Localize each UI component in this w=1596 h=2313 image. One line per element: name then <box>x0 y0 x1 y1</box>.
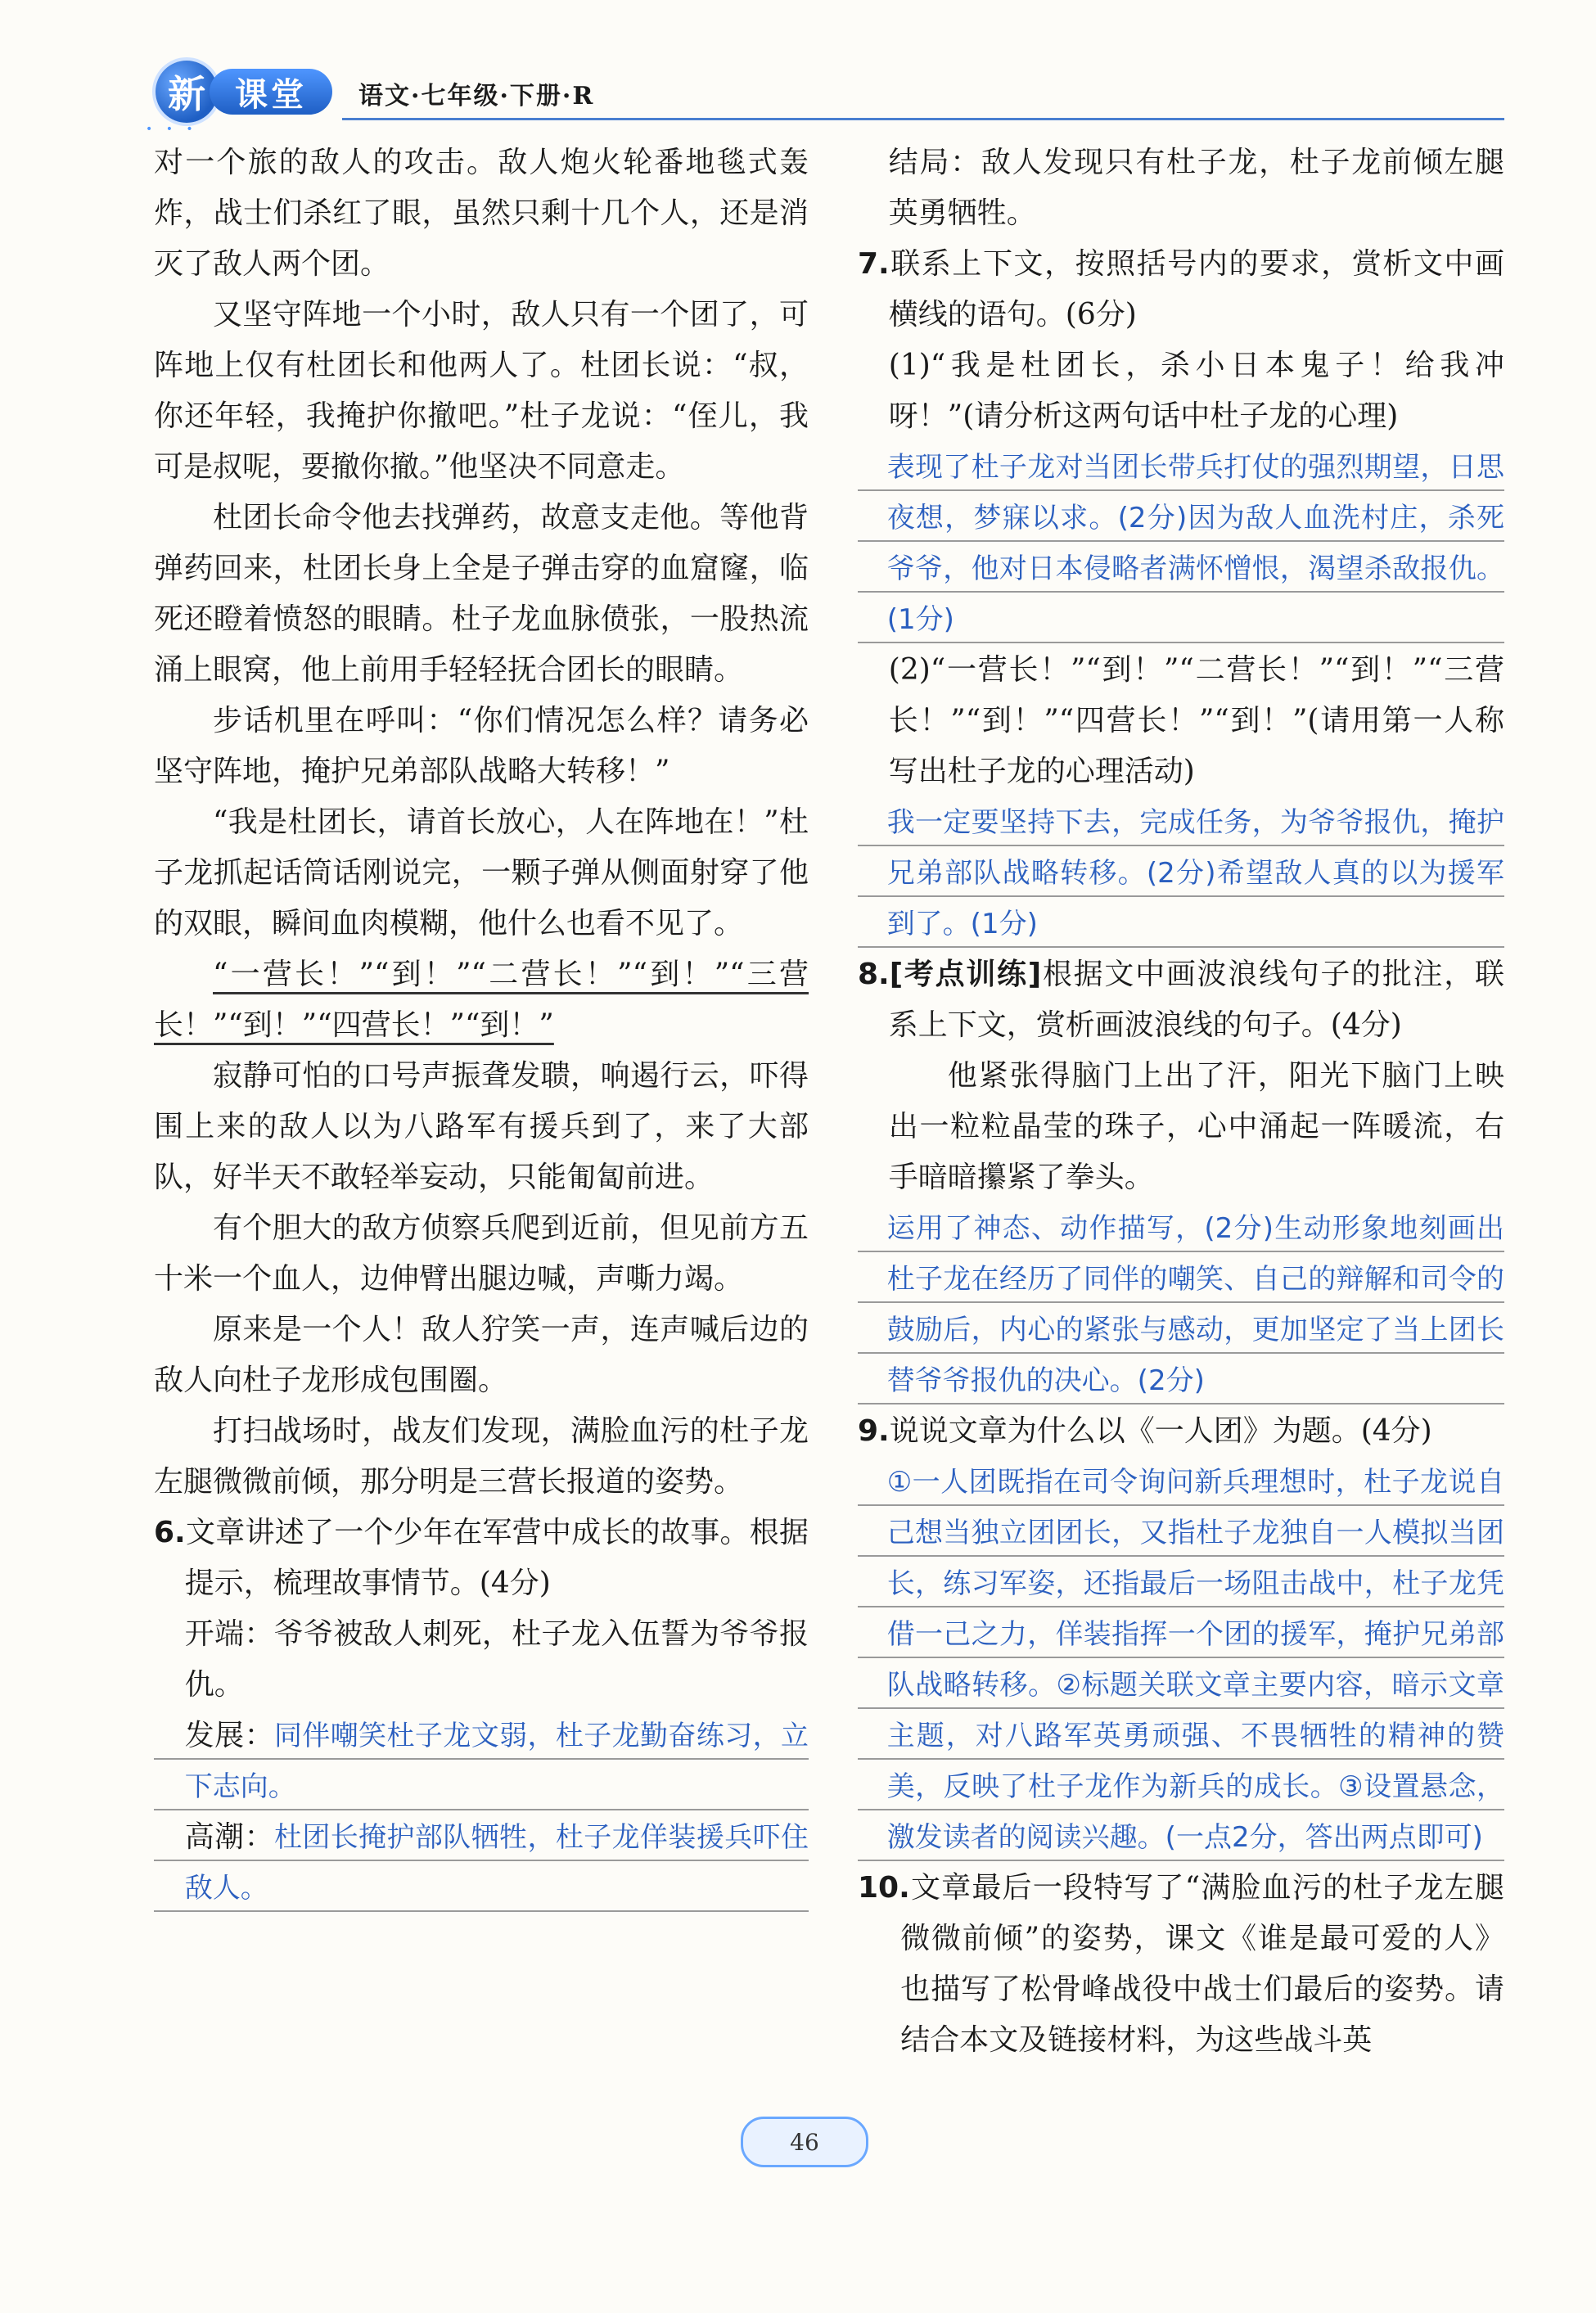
question-text: 联系上下文，按照括号内的要求，赏析文中画横线的语句。(6分) <box>888 247 1504 331</box>
q8-quoted-sentence: 他紧张得脑门上出了汗，阳光下脑门上映出一粒粒晶莹的珠子，心中涌起一阵暖流，右手暗暗攥紧了拳头。 <box>888 1059 1504 1194</box>
question-9 <box>858 1406 1504 1457</box>
passage-paragraph: 对一个旅的敌人的攻击。敌人炮火轮番地毯式轰炸，战士们杀红了眼，虽然只剩十几个人，还是消灭了敌人两个团。 <box>154 146 809 281</box>
question-text: 文章讲述了一个少年在军营中成长的故事。根据提示，梳理故事情节。(4分) <box>184 1516 809 1600</box>
answer-text: 杜团长掩护部队牺牲，杜子龙佯装援兵吓住敌人。 <box>184 1821 809 1905</box>
question-6 <box>154 1508 809 1609</box>
underlined-sentence: “一营长！”“到！”“二营长！”“到！”“三营长！”“到！”“四营长！”“到！” <box>154 958 809 1042</box>
passage-paragraph: “我是杜团长，请首长放心，人在阵地在！”杜子龙抓起话筒话刚说完，一颗子弹从侧面射穿了他的双眼，瞬间血肉模糊，他什么也看不见了。 <box>154 805 809 940</box>
question-text: 文章最后一段特写了“满脸血污的杜子龙左腿微微前倾”的姿势，课文《谁是最可爱的人》也描写了松骨峰战役中战士们最后的姿势。请结合本文及链接材料，为这些战斗英 <box>900 1871 1504 2057</box>
question-number: 7. <box>858 247 890 281</box>
q7-part-1-answer: 表现了杜子龙对当团长带兵打仗的强烈期望，日思夜想，梦寐以求。(2分)因为敌人血洗村庄，杀死爷爷，他对日本侵略者满怀憎恨，渴望杀敌报仇。(1分) <box>858 442 1504 645</box>
right-column <box>858 138 1504 2066</box>
page-number: 46 <box>741 2117 868 2167</box>
question-number: 8. <box>858 958 890 991</box>
left-column <box>154 138 809 1914</box>
passage-paragraph: 有个胆大的敌方侦察兵爬到近前，但见前方五十米一个血人，边伸臂出腿边喊，声嘶力竭。 <box>154 1211 809 1296</box>
header-divider <box>342 118 1504 120</box>
passage-paragraph: 杜团长命令他去找弹药，故意支走他。等他背弹药回来，杜团长身上全是子弹击穿的血窟窿，临死还瞪着愤怒的眼睛。杜子龙血脉偾张，一股热流涌上眼窝，他上前用手轻轻抚合团长的眼睛。 <box>154 501 809 687</box>
question-10 <box>858 1863 1504 2066</box>
question-7 <box>858 239 1504 340</box>
question-number: 9. <box>858 1414 890 1448</box>
brand-logo-text: 课堂 <box>210 69 332 115</box>
q6-development <box>154 1711 809 1812</box>
topic-tag: [考点训练] <box>889 958 1042 991</box>
q7-part-2: (2)“一营长！”“到！”“二营长！”“到！”“三营长！”“到！”“四营长！”“到！”(请用第一人称写出杜子龙的心理活动) <box>888 653 1504 788</box>
page-header <box>146 51 1504 136</box>
q6-start: 开端：爷爷被敌人刺死，杜子龙入伍誓为爷爷报仇。 <box>184 1617 809 1702</box>
q7-part-1: (1)“我是杜团长，杀小日本鬼子！给我冲呀！”(请分析这两句话中杜子龙的心理) <box>888 349 1504 433</box>
question-number: 10. <box>858 1871 910 1905</box>
passage-paragraph: 打扫战场时，战友们发现，满脸血污的杜子龙左腿微微前倾，那分明是三营长报道的姿势。 <box>154 1414 809 1499</box>
book-title: 语文·七年级·下册·R <box>358 82 595 110</box>
passage-paragraph: 寂静可怕的口号声振聋发聩，响遏行云，吓得围上来的敌人以为八路军有援兵到了，来了大部队，好半天不敢轻举妄动，只能匍匐前进。 <box>154 1059 809 1194</box>
question-number: 6. <box>154 1516 186 1549</box>
question-text: 根据文中画波浪线句子的批注，联系上下文，赏析画波浪线的句子。(4分) <box>888 958 1504 1042</box>
question-text: 说说文章为什么以《一人团》为题。(4分) <box>889 1414 1432 1448</box>
q9-answer: ①一人团既指在司令询问新兵理想时，杜子龙说自己想当独立团团长，又指杜子龙独自一人模拟当团长，练习军姿，还指最后一场阻击战中，杜子龙凭借一己之力，佯装指挥一个团的援军，掩护兄弟部队战略转移。②标题关联文章主要内容，暗示文章主题，对八路军英勇顽强、不畏牺牲的精神的赞美，反映了杜子龙作为新兵的成长。③设置悬念，激发读者的阅读兴趣。(一点2分，答出两点即可) <box>858 1457 1504 1863</box>
q8-answer: 运用了神态、动作描写，(2分)生动形象地刻画出杜子龙在经历了同伴的嘲笑、自己的辩解和司令的鼓励后，内心的紧张与感动，更加坚定了当上团长替爷爷报仇的决心。(2分) <box>858 1203 1504 1406</box>
label: 发展： <box>184 1719 274 1752</box>
answer-text: 同伴嘲笑杜子龙文弱，杜子龙勤奋练习，立下志向。 <box>184 1720 809 1803</box>
q6-ending: 结局：敌人发现只有杜子龙，杜子龙前倾左腿英勇牺牲。 <box>888 146 1504 230</box>
q7-part-2-answer: 我一定要坚持下去，完成任务，为爷爷报仇，掩护兄弟部队战略转移。(2分)希望敌人真的以为援军到了。(1分) <box>858 797 1504 949</box>
question-8 <box>858 949 1504 1051</box>
passage-underlined-paragraph <box>154 949 809 1051</box>
passage-paragraph: 又坚守阵地一个小时，敌人只有一个团了，可阵地上仅有杜团长和他两人了。杜团长说：“叔，你还年轻，我掩护你撤吧。”杜子龙说：“侄儿，我可是叔呢，要撤你撤。”他坚决不同意走。 <box>154 298 809 484</box>
passage-paragraph: 步话机里在呼叫：“你们情况怎么样？请务必坚守阵地，掩护兄弟部队战略大转移！” <box>154 704 809 788</box>
q6-climax <box>154 1812 809 1914</box>
passage-paragraph: 原来是一个人！敌人狞笑一声，连声喊后边的敌人向杜子龙形成包围圈。 <box>154 1313 809 1397</box>
label: 高潮： <box>184 1820 274 1854</box>
brand-dots: • • • <box>146 123 198 136</box>
brand-logo-first-char: 新 <box>156 61 218 123</box>
